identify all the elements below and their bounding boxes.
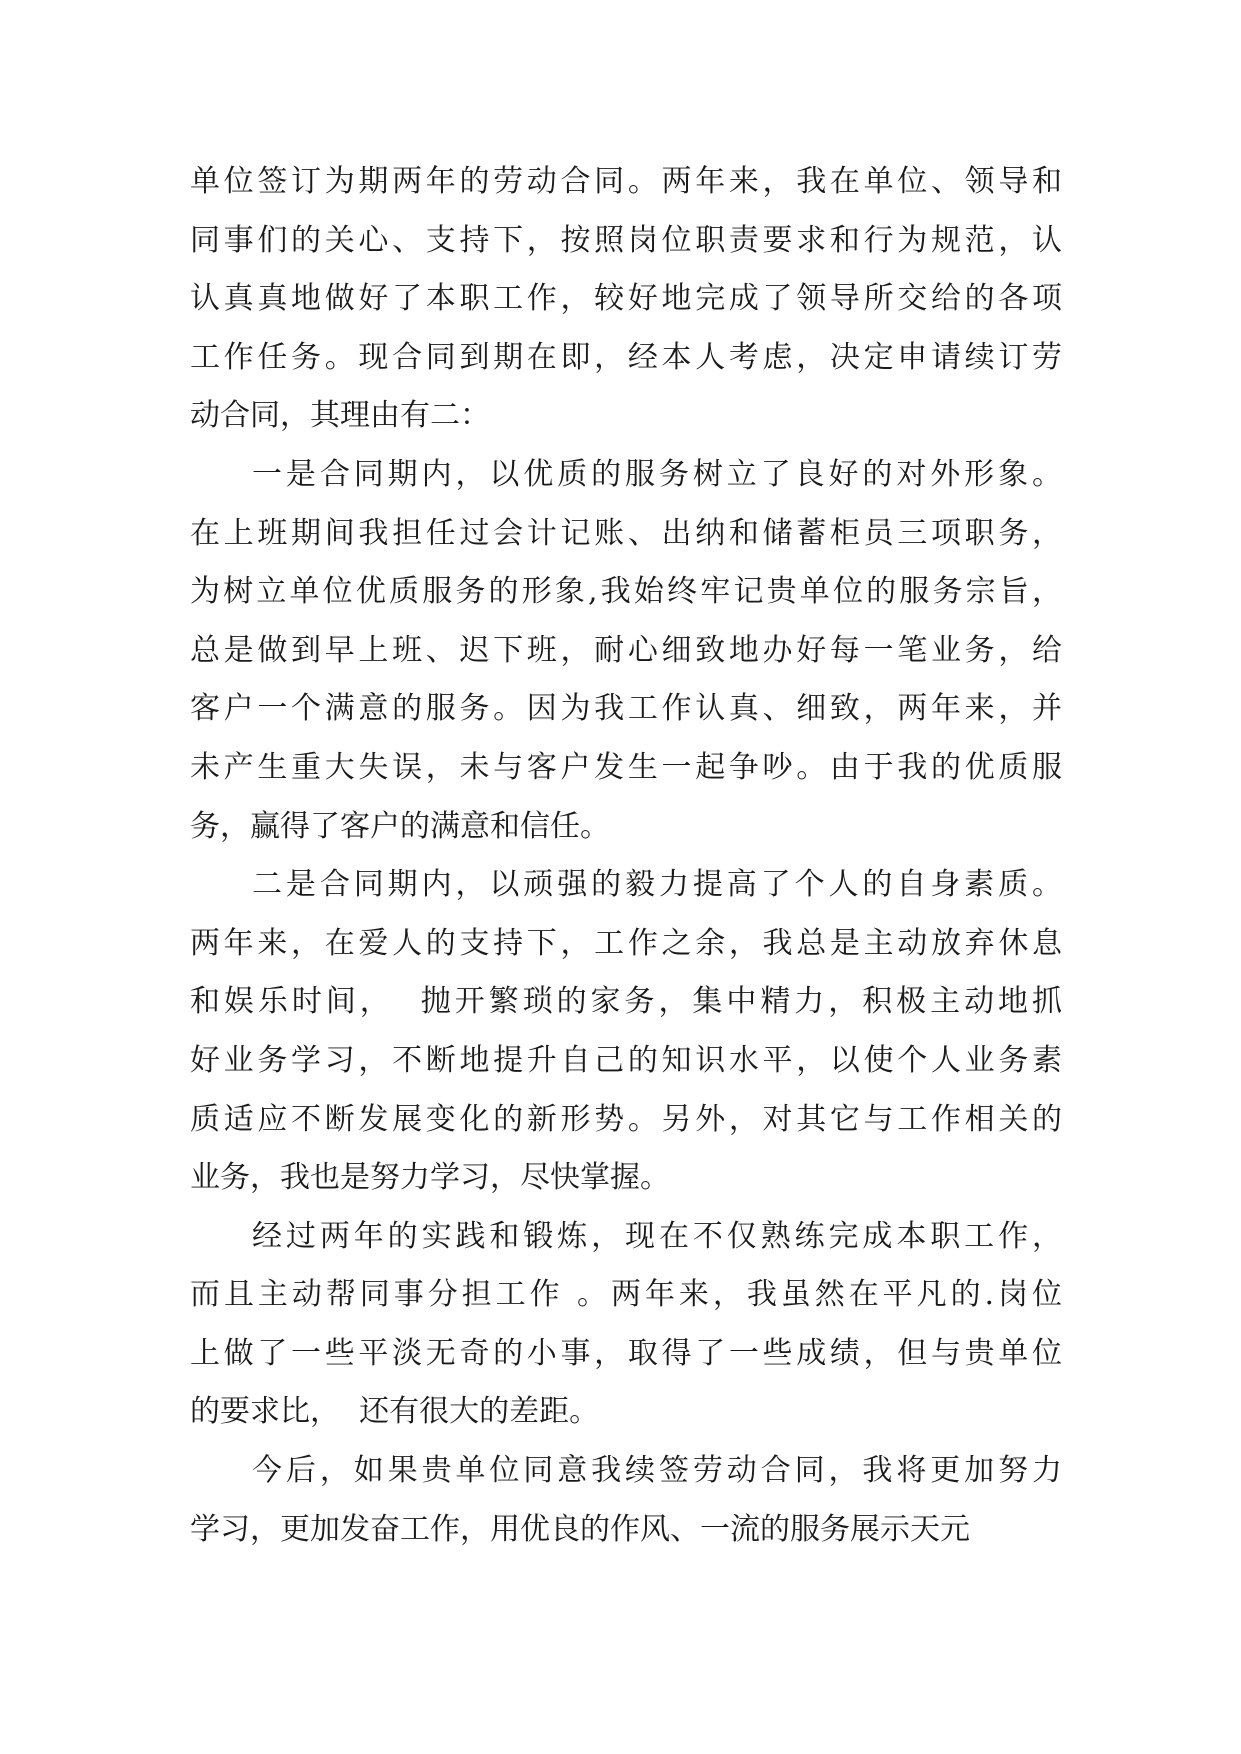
text-line: 好业务学习，不断地提升自己的知识水平，以使个人业务素: [190, 1042, 1062, 1078]
text-line: 质适应不断发展变化的新形势。另外，对其它与工作相关的: [190, 1101, 1062, 1137]
text-line: 和娱乐时间， 抛开繁琐的家务，集中精力，积极主动地抓: [190, 984, 1062, 1020]
text-line: 上做了一些平淡无奇的小事，取得了一些成绩，但与贵单位: [190, 1335, 1062, 1371]
paragraph-intro: [190, 153, 1062, 446]
text-line: 务，赢得了客户的满意和信任。: [190, 808, 610, 844]
text-line: 一是合同期内，以优质的服务树立了良好的对外形象。: [252, 456, 1062, 492]
text-line: 为树立单位优质服务的形象,我始终牢记贵单位的服务宗旨，: [190, 574, 1062, 610]
paragraph-future: [190, 1442, 1062, 1559]
text-line: 的要求比， 还有很大的差距。: [190, 1394, 600, 1430]
text-line: 动合同，其理由有二：: [190, 398, 490, 434]
text-line: 业务，我也是努力学习，尽快掌握。: [190, 1160, 670, 1196]
text-line: 未产生重大失误，未与客户发生一起争吵。由于我的优质服: [190, 749, 1062, 785]
text-line: 经过两年的实践和锻炼，现在不仅熟练完成本职工作，: [252, 1218, 1062, 1254]
text-line: 两年来，在爱人的支持下，工作之余，我总是主动放弃休息: [190, 925, 1062, 961]
text-line: 单位签订为期两年的劳动合同。两年来，我在单位、领导和: [190, 164, 1062, 199]
text-line: 总是做到早上班、迟下班，耐心细致地办好每一笔业务，给: [190, 632, 1062, 668]
text-line: 在上班期间我担任过会计记账、出纳和储蓄柜员三项职务，: [190, 515, 1062, 551]
text-line: 学习，更加发奋工作，用优良的作风、一流的服务展示天元: [190, 1511, 970, 1547]
paragraph-reason-one: [190, 446, 1062, 856]
text-line: 今后，如果贵单位同意我续签劳动合同，我将更加努力: [252, 1453, 1062, 1489]
document-body: [190, 153, 1062, 1559]
paragraph-summary: [190, 1208, 1062, 1442]
text-line: 二是合同期内，以顽强的毅力提高了个人的自身素质。: [252, 867, 1062, 903]
text-line: 工作任务。现合同到期在即，经本人考虑，决定申请续订劳: [190, 339, 1062, 375]
text-line: 认真真地做好了本职工作，较好地完成了领导所交给的各项: [190, 281, 1062, 317]
paragraph-reason-two: [190, 856, 1062, 1208]
text-line: 而且主动帮同事分担工作 。两年来，我虽然在平凡的.岗位: [190, 1277, 1062, 1313]
text-line: 客户一个满意的服务。因为我工作认真、细致，两年来，并: [190, 691, 1062, 727]
text-line: 同事们的关心、支持下，按照岗位职责要求和行为规范，认: [190, 222, 1062, 258]
